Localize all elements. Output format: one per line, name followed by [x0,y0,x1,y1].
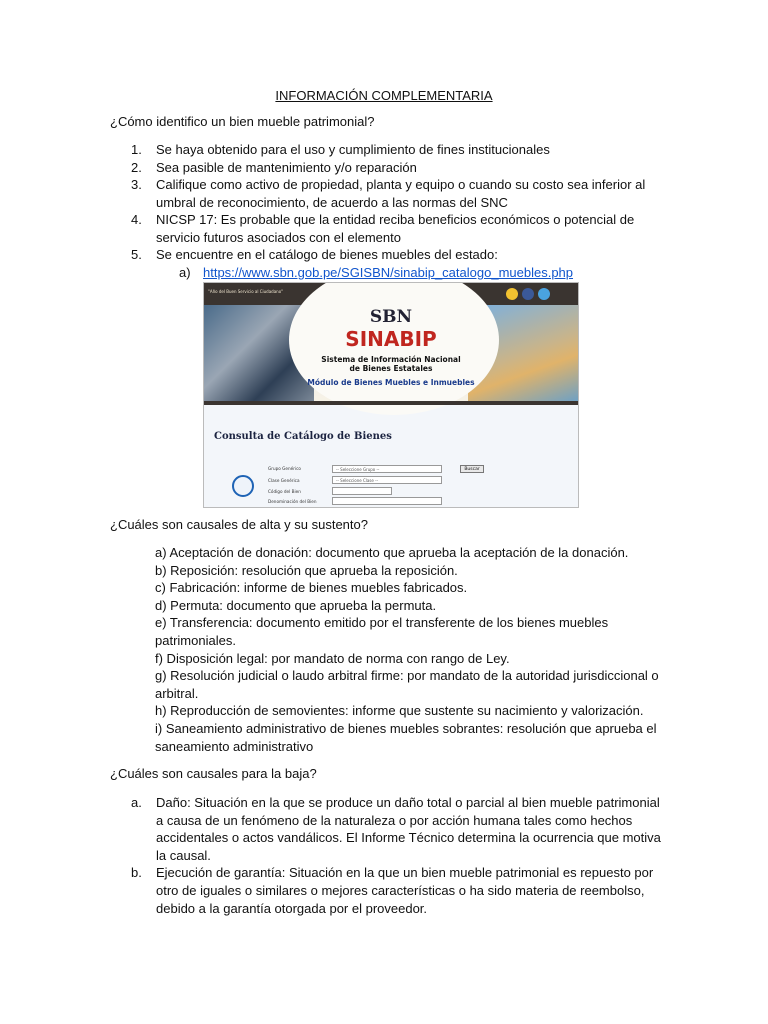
list-text: Se haya obtenido para el uso y cumplimiento de fines institucionales [156,142,550,157]
denomination-label: Denominación del Bien [268,499,317,504]
screenshot-banner [204,305,578,403]
list-item: e) Transferencia: documento emitido por el transferente de los bienes muebles patrimoniales. [155,615,609,648]
catalog-heading: Consulta de Catálogo de Bienes [214,431,392,442]
system-line-2: de Bienes Estatales [349,364,433,373]
question-baja: ¿Cuáles son causales para la baja? [110,766,317,781]
sbn-logo: SBN [369,307,413,327]
list-letter: a. [131,795,142,810]
list-item: h) Reproducción de semovientes: informe que sustente su nacimiento y valorización. [155,703,644,719]
list-item [131,246,671,264]
list-text: Ejecución de garantía: Situación en la que un bien mueble patrimonial es repuesto por otro de iguales o similares o mejores características o ha sido materia de reembolso, debido a la garantía otorgada por el proveedor. [156,865,654,916]
list-item [131,211,671,246]
code-label: Código del Bien [268,489,301,494]
list-text: Daño: Situación en la que se produce un daño total o parcial al bien mueble patrimonial a causa de un fenómeno de la naturaleza o por acción humana tales como hechos accidentales o actos vandálicos. El Informe Técnico determina la ocurrencia que motiva la causal. [156,795,661,863]
list-number: 5. [131,247,142,262]
list-text: Se encuentre en el catálogo de bienes muebles del estado: [156,247,498,262]
class-select[interactable]: -- Seleccione Clase -- [332,476,442,484]
question-identify: ¿Cómo identifico un bien mueble patrimonial? [110,114,375,129]
group-label: Grupo Genérico [268,466,301,471]
list-text: NICSP 17: Es probable que la entidad reciba beneficios económicos o potencial de servicio futuros asociados con el elemento [156,212,635,245]
system-line-1: Sistema de Información Nacional [321,355,461,364]
sinabip-screenshot [203,282,579,508]
twitter-icon [538,288,550,300]
list-item: f) Disposición legal: por mandato de norma con rango de Ley. [155,650,510,666]
search-button[interactable]: Buscar [460,465,484,473]
banner-divider [204,401,578,405]
list-item: a) Aceptación de donación: documento que aprueba la aceptación de la donación. [155,545,629,560]
screenshot-slogan: "Año del Buen Servicio al Ciudadano" [208,289,283,294]
list-text: Sea pasible de mantenimiento y/o reparación [156,159,417,175]
list-item: d) Permuta: documento que aprueba la permuta. [155,597,437,613]
list-letter: b. [131,865,142,881]
list-item [131,794,661,864]
list-number: 1. [131,142,142,157]
code-field[interactable] [332,487,392,495]
system-name [204,355,578,373]
list-number: 2. [131,159,142,175]
home-icon [506,288,518,300]
list-item: g) Resolución judicial o laudo arbitral firme: por mandato de la autoridad jurisdiccional o arbitral. [155,668,659,701]
list-item: c) Fabricación: informe de bienes muebles fabricados. [155,580,468,596]
facebook-icon [522,288,534,300]
module-name: Módulo de Bienes Muebles e Inmuebles [307,378,475,387]
list-item [131,159,671,177]
sub-item-a [179,264,573,281]
class-label: Clase Genérica [268,478,300,483]
catalog-link[interactable]: https://www.sbn.gob.pe/SGISBN/sinabip_catalogo_muebles.php [203,265,574,280]
list-item: b) Reposición: resolución que aprueba la reposición. [155,562,458,578]
denomination-field[interactable] [332,497,442,505]
search-catalog-icon [232,475,254,497]
list-item [131,864,661,917]
list-number: 3. [131,177,142,192]
group-select[interactable]: -- Seleccione Grupo -- [332,465,442,473]
identify-list [131,141,671,264]
question-alta: ¿Cuáles son causales de alta y su sustento? [110,517,368,532]
list-text: Califique como activo de propiedad, planta y equipo o cuando su costo sea inferior al umbral de reconocimiento, de acuerdo a las normas del SNC [156,177,646,210]
list-item [131,176,671,211]
alta-list [155,544,660,755]
list-item: i) Saneamiento administrativo de bienes muebles sobrantes: resolución que aprueba el saneamiento administrativo [155,720,657,754]
document-title: INFORMACIÓN COMPLEMENTARIA [275,88,493,103]
baja-list [131,794,661,917]
list-item [131,141,671,159]
sub-item-letter: a) [179,265,191,280]
list-number: 4. [131,212,142,227]
sinabip-title: SINABIP [345,327,437,351]
